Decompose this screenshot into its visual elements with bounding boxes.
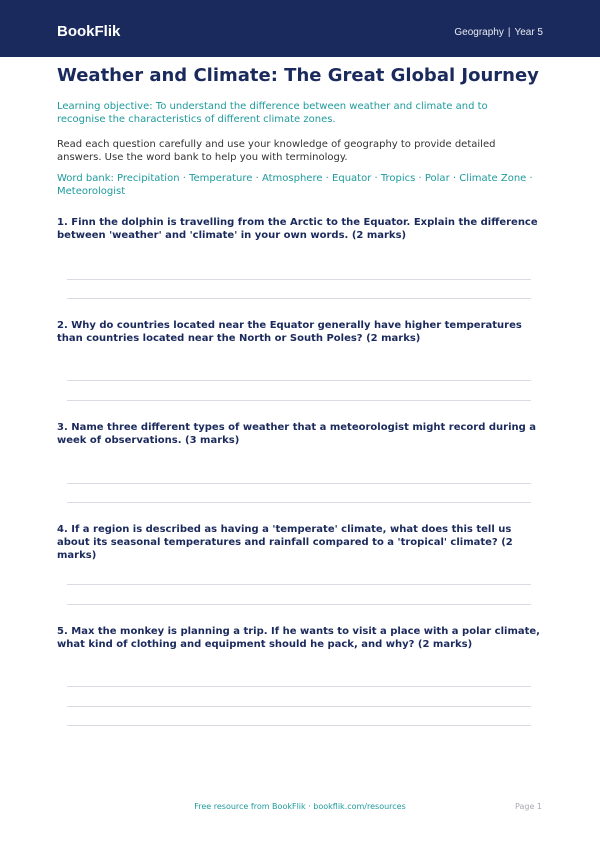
subject-label: Geography bbox=[454, 27, 504, 38]
year-label: Year 5 bbox=[514, 27, 543, 38]
answer-line[interactable] bbox=[67, 706, 531, 707]
answer-line[interactable] bbox=[67, 686, 531, 687]
question-3: 3. Name three different types of weather that a meteorologist might record during a week of observations. (3 marks) bbox=[57, 422, 537, 446]
question-4: 4. If a region is described as having a 'temperate' climate, what does this tell us about its seasonal temperatures and rainfall compared to a 'tropical' climate? (2 marks) bbox=[57, 524, 513, 561]
answer-line[interactable] bbox=[67, 725, 531, 726]
answer-line[interactable] bbox=[67, 604, 531, 605]
instructions: Read each question carefully and use your knowledge of geography to provide detailed answers. Use the word bank to help you with terminology. bbox=[57, 139, 496, 163]
subject-year-label bbox=[454, 27, 543, 39]
answer-line[interactable] bbox=[67, 502, 531, 503]
header-bar bbox=[0, 0, 600, 57]
header-separator: | bbox=[507, 27, 511, 38]
answer-line[interactable] bbox=[67, 584, 531, 585]
question-1: 1. Finn the dolphin is travelling from the Arctic to the Equator. Explain the difference between 'weather' and 'climate' in your own words. (2 marks) bbox=[57, 217, 538, 241]
learning-objective: Learning objective: To understand the difference between weather and climate and to recognise the characteristics of different climate zones. bbox=[57, 101, 488, 125]
word-bank: Word bank: Precipitation · Temperature · Atmosphere · Equator · Tropics · Polar · Climate Zone · Meteorologist bbox=[57, 173, 533, 197]
answer-line[interactable] bbox=[67, 298, 531, 299]
answer-line[interactable] bbox=[67, 380, 531, 381]
answer-line[interactable] bbox=[67, 483, 531, 484]
brand-logo: BookFlik bbox=[57, 23, 121, 40]
answer-line[interactable] bbox=[67, 279, 531, 280]
footer-credit: Free resource from BookFlik · bookflik.com/resources bbox=[194, 802, 406, 811]
question-5: 5. Max the monkey is planning a trip. If he wants to visit a place with a polar climate, what kind of clothing and equipment should he pack, and why? (2 marks) bbox=[57, 626, 540, 650]
worksheet-title: Weather and Climate: The Great Global Journey bbox=[57, 65, 539, 86]
page-number: Page 1 bbox=[515, 802, 542, 811]
question-2: 2. Why do countries located near the Equator generally have higher temperatures than countries located near the North or South Poles? (2 marks) bbox=[57, 320, 522, 344]
answer-line[interactable] bbox=[67, 400, 531, 401]
